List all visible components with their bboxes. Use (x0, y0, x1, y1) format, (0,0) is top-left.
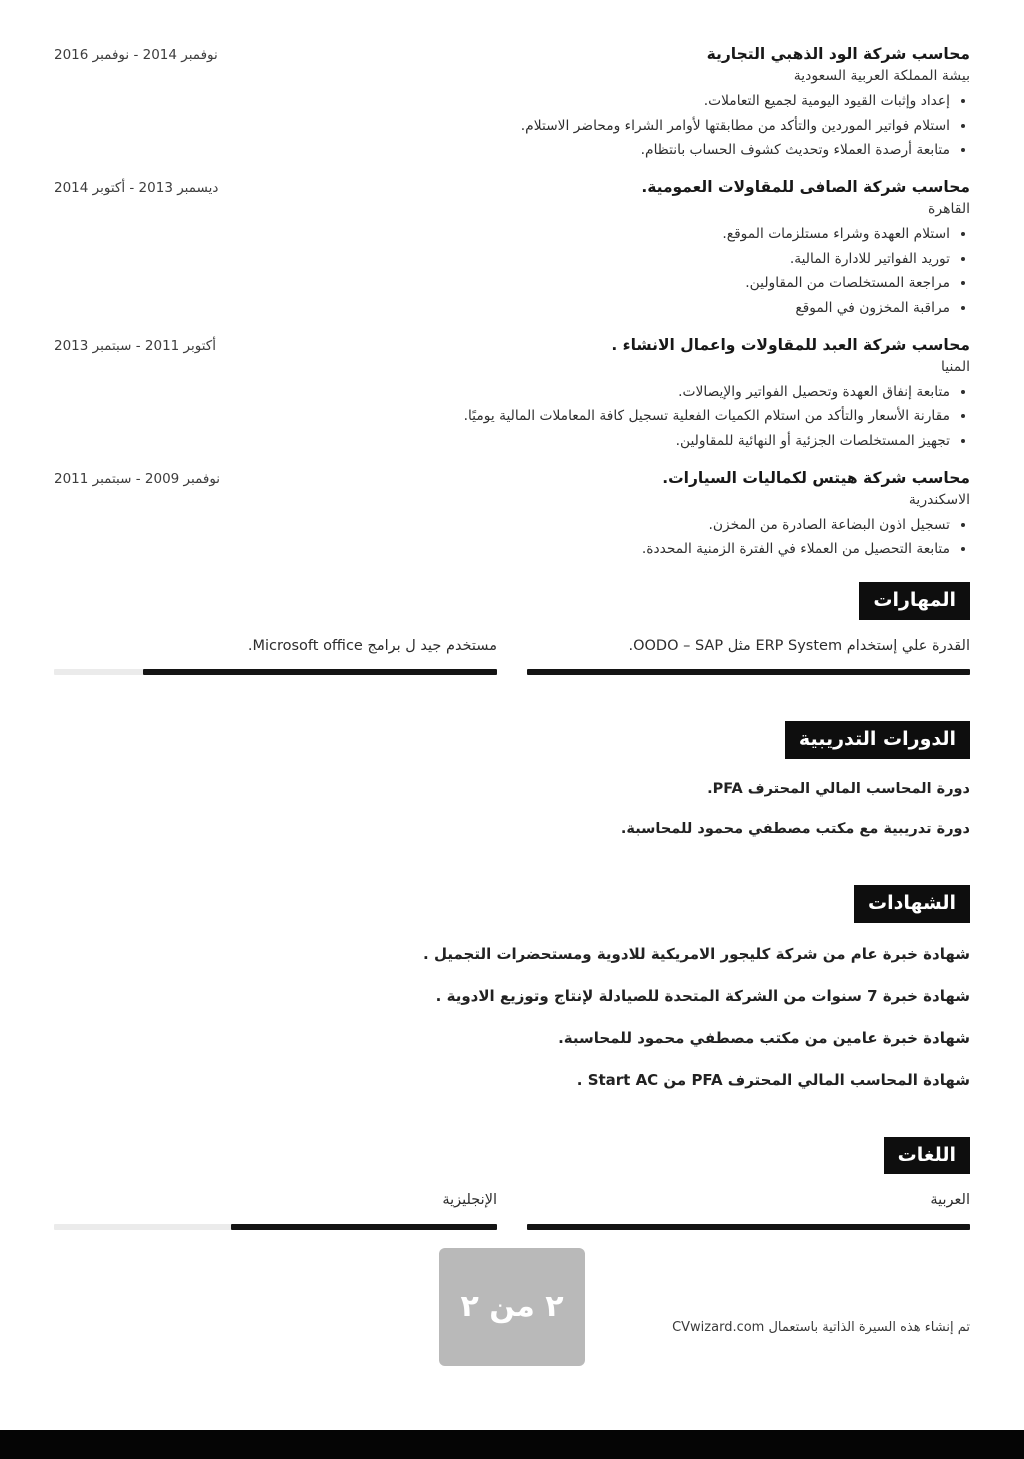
job-duties-list (54, 382, 950, 452)
skill-level-bar (527, 669, 970, 675)
skill-level-bar (54, 669, 497, 675)
experience-entry (54, 335, 970, 452)
job-location: بيشة المملكة العربية السعودية (793, 67, 970, 84)
skills-section (54, 582, 970, 675)
job-title: محاسب شركة الود الذهبي التجارية (706, 45, 970, 63)
job-location: القاهرة (928, 200, 970, 217)
skills-header: المهارات (859, 582, 970, 620)
certificate-item: شهادة المحاسب المالي المحترف PFA من Start AC . (576, 1070, 970, 1089)
languages-grid (54, 1190, 970, 1229)
courses-section (54, 721, 970, 839)
cvwizard-credit: تم إنشاء هذه السيرة الذاتية باستعمال CVwizard.com (672, 1319, 970, 1335)
language-level-bar (54, 1224, 497, 1230)
bottom-bar (0, 1430, 1024, 1459)
job-duty: • استلام العهدة وشراء مستلزمات الموقع. (54, 224, 950, 245)
skill-item (527, 636, 970, 675)
page-number-badge: ٢ من ٢ (439, 1248, 585, 1366)
certificate-item: شهادة خبرة 7 سنوات من الشركة المتحدة للصيادلة لإنتاج وتوزيع الادوية . (435, 986, 970, 1005)
language-label: الإنجليزية (442, 1192, 497, 1209)
job-duty: • مراقبة المخزون في الموقع (54, 298, 950, 319)
job-date: أكتوبر 2011 - سبتمبر 2013 (54, 337, 216, 354)
certificates-header: الشهادات (854, 885, 970, 923)
language-label: العربية (930, 1192, 970, 1209)
language-level-fill (231, 1224, 497, 1230)
job-duty: • متابعة أرصدة العملاء وتحديث كشوف الحساب بانتظام. (54, 140, 950, 161)
language-level-bar (527, 1224, 970, 1230)
job-duty: • تجهيز المستخلصات الجزئية أو النهائية للمقاولين. (54, 431, 950, 452)
experience-entry (54, 468, 970, 560)
courses-header: الدورات التدريبية (785, 721, 970, 759)
job-title: محاسب شركة الصافى للمقاولات العمومية. (641, 177, 970, 196)
skill-level-fill (143, 669, 497, 675)
languages-section (54, 1137, 970, 1230)
certificate-item: شهادة خبرة عامين من مكتب مصطفي محمود للمحاسبة. (558, 1028, 970, 1047)
skill-item (54, 636, 497, 675)
language-level-fill (527, 1224, 970, 1230)
job-location: المنيا (941, 358, 970, 375)
language-item (54, 1190, 497, 1229)
skill-level-fill (527, 669, 970, 675)
job-date: ديسمبر 2013 - أكتوبر 2014 (54, 179, 219, 196)
job-date: نوفمبر 2009 - سبتمبر 2011 (54, 470, 221, 487)
job-date: نوفمبر 2014 - نوفمبر 2016 (54, 47, 218, 63)
language-item (527, 1190, 970, 1229)
job-duty: • استلام فواتير الموردين والتأكد من مطابقتها لأوامر الشراء ومحاضر الاستلام. (54, 116, 950, 137)
job-duties-list (54, 224, 950, 319)
job-duty: • متابعة التحصيل من العملاء في الفترة الزمنية المحددة. (54, 539, 950, 560)
job-duty: • توريد الفواتير للادارة المالية. (54, 249, 950, 270)
job-header-row (54, 44, 970, 65)
job-header-row (54, 468, 970, 489)
experience-entry (54, 44, 970, 161)
job-duty: • مراجعة المستخلصات من المقاولين. (54, 273, 950, 294)
job-duty: • مقارنة الأسعار والتأكد من استلام الكميات الفعلية تسجيل كافة المعاملات المالية يوميًا. (54, 406, 950, 427)
job-header-row (54, 335, 970, 356)
job-duties-list (54, 515, 950, 560)
experience-section (54, 44, 970, 560)
job-title: محاسب شركة العبد للمقاولات واعمال الانشاء . (611, 335, 970, 354)
certificates-section (54, 885, 970, 1091)
job-duties-list (54, 91, 950, 161)
job-title: محاسب شركة هيتس لكماليات السيارات. (662, 468, 970, 487)
languages-header: اللغات (884, 1137, 970, 1175)
certificate-item: شهادة خبرة عام من شركة كليجور الامريكية للادوية ومستحضرات التجميل . (423, 944, 970, 963)
job-duty: • متابعة إنفاق العهدة وتحصيل الفواتير والإيصالات. (54, 382, 950, 403)
page-footer (54, 1248, 970, 1413)
job-duty: • تسجيل اذون البضاعة الصادرة من المخزن. (54, 515, 950, 536)
skill-label: القدرة علي إستخدام ERP System مثل OODO – SAP. (628, 637, 970, 654)
job-header-row (54, 177, 970, 198)
course-item: دورة تدريبية مع مكتب مصطفي محمود للمحاسبة. (620, 820, 970, 837)
job-location: الاسكندرية (908, 491, 970, 508)
job-duty: • إعداد وإثبات القيود اليومية لجميع التعاملات. (54, 91, 950, 112)
experience-entry (54, 177, 970, 319)
course-item: دورة المحاسب المالي المحترف PFA. (707, 780, 970, 797)
skills-grid (54, 636, 970, 675)
skill-label: مستخدم جيد ل برامج Microsoft office. (247, 637, 497, 654)
